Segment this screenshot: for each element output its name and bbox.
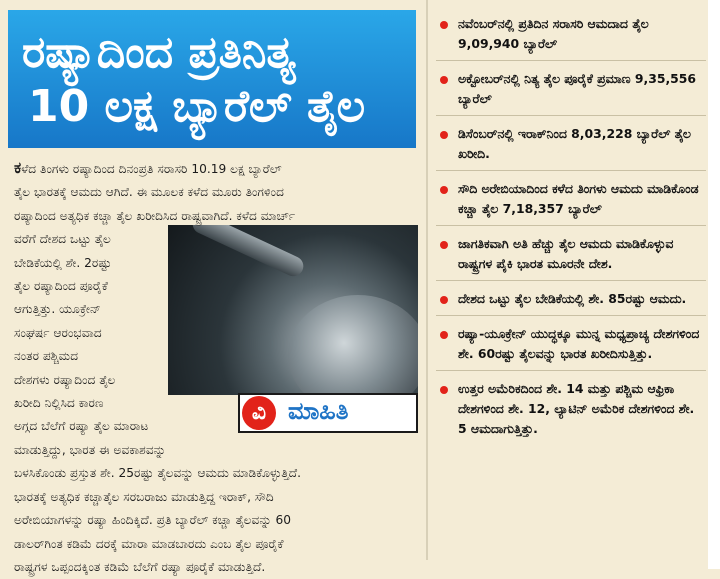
body-line: ವರೆಗೆ ದೇಶದ ಒಟ್ಟು ತೈಲ — [14, 232, 111, 247]
body-line: ಬೇಡಿಕೆಯಲ್ಲಿ ಶೇ. 2ರಷ್ಟು — [14, 255, 112, 270]
fact-text: ದೇಶದ ಒಟ್ಟು ತೈಲ ಬೇಡಿಕೆಯಲ್ಲಿ ಶೇ. 85ರಷ್ಟು ಆಮದು. — [458, 291, 687, 306]
fact-text: ಡಿಸೆಂಬರ್‌ನಲ್ಲಿ ಇರಾಕ್‌ನಿಂದ 8,03,228 ಬ್ಯಾರೆಲ್ ತೈಲ ಖರೀದಿ. — [458, 126, 691, 161]
page-edge — [708, 0, 720, 569]
bullet-icon — [440, 296, 448, 304]
body-line: ರಷ್ಯಾದಿಂದ ಅತ್ಯಧಿಕ ಕಚ್ಚಾ ತೈಲ ಖರೀದಿಸಿದ ರಾಷ್ಟ್ರವಾಗಿದೆ. ಕಳೆದ ಮಾರ್ಚ್ — [14, 208, 296, 223]
fact-item — [436, 124, 706, 171]
fact-text: ಸೌದಿ ಅರೇಬಿಯಾದಿಂದ ಕಳೆದ ತಿಂಗಳು ಆಮದು ಮಾಡಿಕೊಂಡ ಕಚ್ಚಾ ತೈಲ 7,18,357 ಬ್ಯಾರೆಲ್ — [458, 181, 699, 216]
article-body — [14, 156, 418, 579]
body-line: ಅಗ್ಗದ ಬೆಲೆಗೆ ರಷ್ಯಾ ತೈಲ ಮಾರಾಟ — [14, 419, 149, 434]
body-line: ಸಂಘರ್ಷ ಆರಂಭವಾದ — [14, 325, 102, 340]
fact-text: ನವೆಂಬರ್‌ನಲ್ಲಿ ಪ್ರತಿದಿನ ಸರಾಸರಿ ಆಮದಾದ ತೈಲ 9,09,940 ಬ್ಯಾರೆಲ್ — [458, 16, 649, 51]
fact-text: ರಷ್ಯಾ-ಯೂಕ್ರೇನ್ ಯುದ್ಧಕ್ಕೂ ಮುನ್ನ ಮಧ್ಯಪ್ರಾಚ್ಯ ದೇಶಗಳಿಂದ ಶೇ. 60ರಷ್ಟು ತೈಲವನ್ನು ಭಾರತ ಖರೀದಿಸುತ್ತಿತ್ತು. — [458, 326, 700, 361]
fact-item — [436, 14, 706, 61]
badge-label: ಮಾಹಿತಿ — [288, 397, 349, 425]
body-line: ಡಾಲರ್‌ಗಿಂತ ಕಡಿಮೆ ದರಕ್ಕೆ ಮಾರಾ ಮಾಡಬಾರದು ಎಂಬ ತೈಲ ಪೂರೈಕೆ — [14, 536, 284, 551]
vk-logo-icon: ವಿ — [242, 396, 276, 430]
bullet-icon — [440, 386, 448, 394]
body-line: ಭಾರತಕ್ಕೆ ಅತ್ಯಧಿಕ ಕಚ್ಚಾತೈಲ ಸರಬರಾಜು ಮಾಡುತ್ತಿದ್ದ ಇರಾಕ್, ಸೌದಿ — [14, 489, 274, 504]
bullet-icon — [440, 186, 448, 194]
body-line: ಆಗುತ್ತಿತ್ತು. ಯೂಕ್ರೇನ್ — [14, 302, 101, 317]
body-line: ಬಳಸಿಕೊಂಡು ಪ್ರಸ್ತುತ ಶೇ. 25ರಷ್ಟು ತೈಲವನ್ನು ಆಮದು ಮಾಡಿಕೊಳ್ಳುತ್ತಿದೆ. — [14, 466, 302, 481]
fact-item — [436, 69, 706, 116]
body-line: ದೇಶಗಳು ರಷ್ಯಾದಿಂದ ತೈಲ — [14, 372, 116, 387]
fact-text: ಉತ್ತರ ಅಮೆರಿಕದಿಂದ ಶೇ. 14 ಮತ್ತು ಪಶ್ಚಿಮ ಆಫ್ರಿಕಾ ದೇಶಗಳಿಂದ ಶೇ. 12, ಲ್ಯಾಟಿನ್ ಅಮೆರಿಕ ದೇಶಗಳಿಂದ ಶೇ. 5 ಆಮದಾಗುತ್ತಿತ್ತು. — [458, 381, 695, 436]
fact-item — [436, 289, 706, 316]
fact-text: ಅಕ್ಟೋಬರ್‌ನಲ್ಲಿ ನಿತ್ಯ ತೈಲ ಪೂರೈಕೆ ಪ್ರಮಾಣ 9,35,556 ಬ್ಯಾರೆಲ್ — [458, 71, 697, 106]
bullet-icon — [440, 241, 448, 249]
body-line: ಅರೇಬಿಯಾಗಳನ್ನು ರಷ್ಯಾ ಹಿಂದಿಕ್ಕಿದೆ. ಪ್ರತಿ ಬ್ಯಾರೆಲ್ ಕಚ್ಚಾ ತೈಲವನ್ನು 60 — [14, 513, 292, 528]
drop-cap: ಕ — [14, 158, 22, 177]
fact-item — [436, 179, 706, 226]
vk-info-badge — [238, 393, 418, 433]
bullet-icon — [440, 331, 448, 339]
body-line: ನಂತರ ಪಶ್ಚಿಮದ — [14, 349, 79, 364]
fact-text: ಜಾಗತಿಕವಾಗಿ ಅತಿ ಹೆಚ್ಚು ತೈಲ ಆಮದು ಮಾಡಿಕೊಳ್ಳುವ ರಾಷ್ಟ್ರಗಳ ಪೈಕಿ ಭಾರತ ಮೂರನೇ ದೇಶ. — [458, 236, 674, 271]
fact-item — [436, 379, 706, 445]
column-divider — [426, 0, 428, 560]
headline-line-2: 10 ಲಕ್ಷ ಬ್ಯಾರೆಲ್ ತೈಲ — [28, 81, 366, 132]
facts-list — [436, 14, 706, 453]
bullet-icon — [440, 76, 448, 84]
fact-item — [436, 324, 706, 371]
bullet-icon — [440, 21, 448, 29]
fact-item — [436, 234, 706, 281]
body-line: ಮಾಡುತ್ತಿದ್ದು, ಭಾರತ ಈ ಅವಕಾಶವನ್ನು — [14, 442, 166, 457]
bullet-icon — [440, 131, 448, 139]
body-line: ಖರೀದಿ ನಿಲ್ಲಿಸಿದ ಕಾರಣ — [14, 396, 104, 411]
body-line: ಳೆದ ತಿಂಗಳು ರಷ್ಯಾದಿಂದ ದಿನಂಪ್ರತಿ ಸರಾಸರಿ 10.19 ಲಕ್ಷ ಬ್ಯಾರೆಲ್ — [21, 162, 282, 176]
body-line: ರಾಷ್ಟ್ರಗಳ ಒಪ್ಪಂದಕ್ಕಿಂತ ಕಡಿಮೆ ಬೆಲೆಗೆ ರಷ್ಯಾ ಪೂರೈಕೆ ಮಾಡುತ್ತಿದೆ. — [14, 559, 266, 574]
body-line: ತೈಲ ರಷ್ಯಾದಿಂದ ಪೂರೈಕೆ — [14, 279, 108, 294]
body-line: ತೈಲ ಭಾರತಕ್ಕೆ ಆಮದು ಆಗಿದೆ. ಈ ಮೂಲಕ ಕಳೆದ ಮೂರು ತಿಂಗಳಿಂದ — [14, 185, 284, 200]
headline-box — [8, 10, 416, 148]
headline-line-1: ರಷ್ಯಾದಿಂದ ಪ್ರತಿನಿತ್ಯ — [22, 27, 296, 78]
